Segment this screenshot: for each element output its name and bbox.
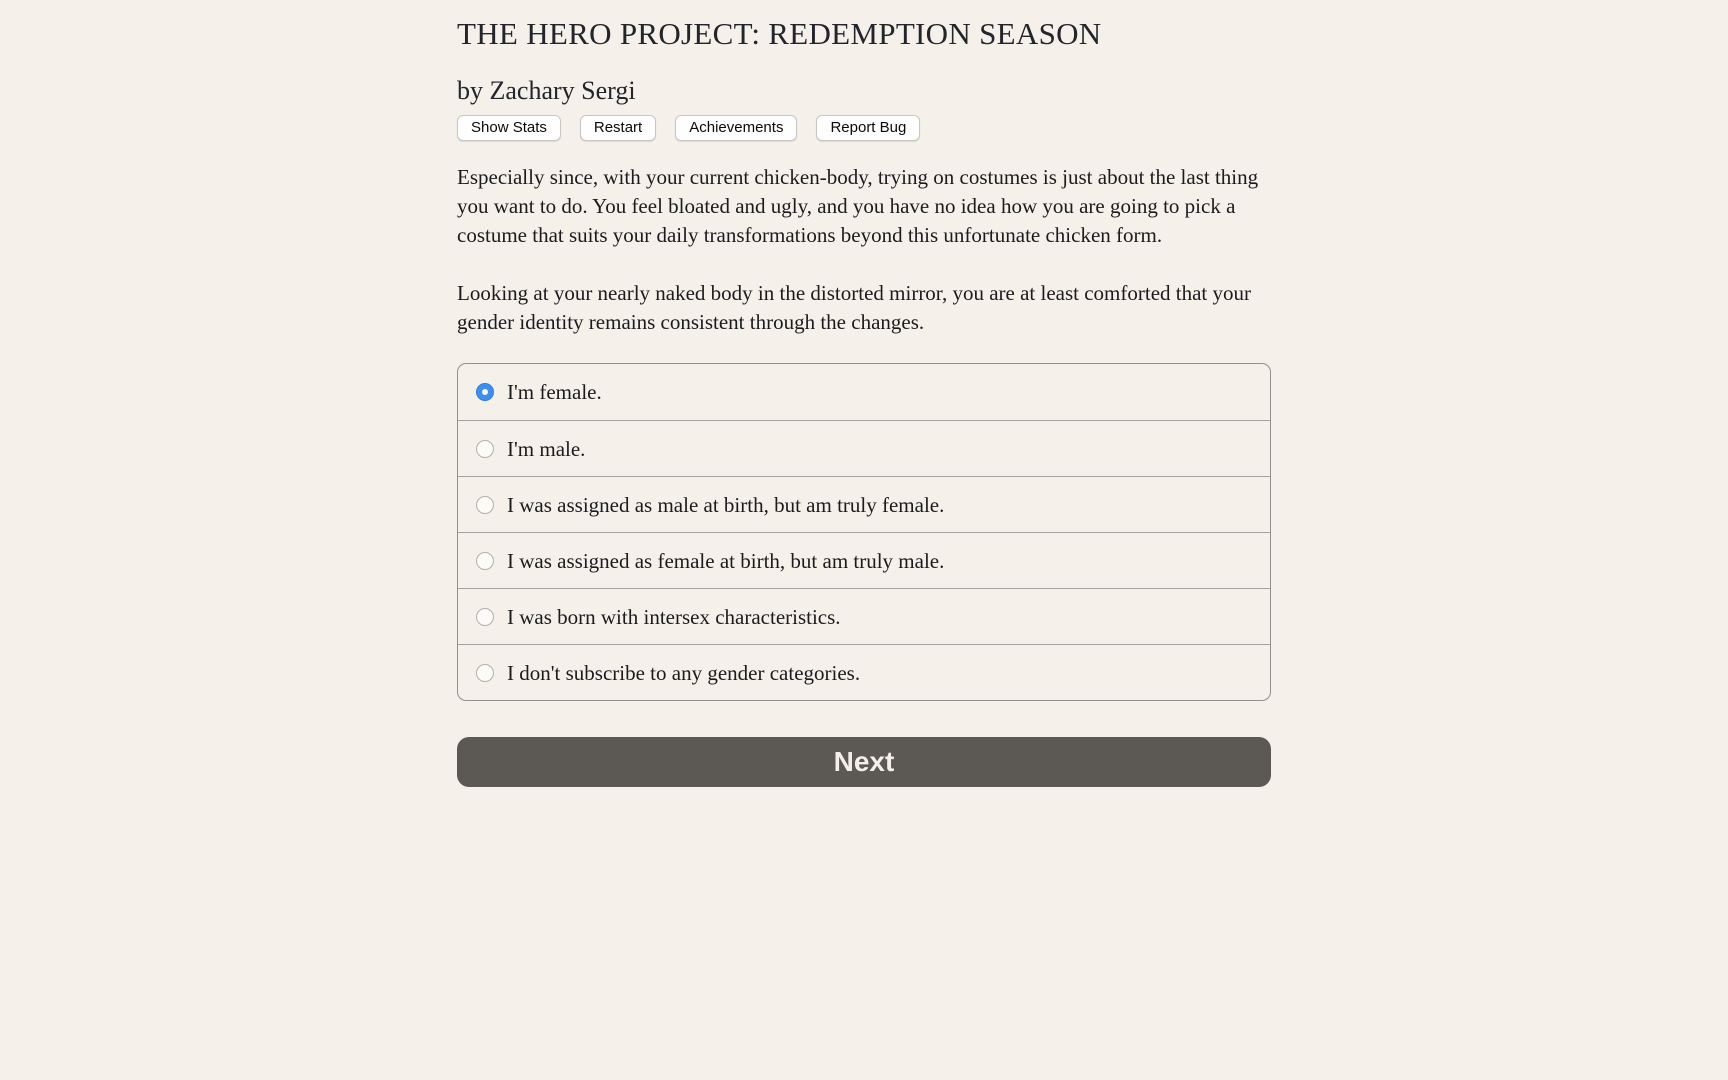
radio-unselected-icon[interactable] — [476, 440, 494, 458]
radio-unselected-icon[interactable] — [476, 552, 494, 570]
toolbar — [457, 115, 1271, 141]
story-paragraph: Looking at your nearly naked body in the distorted mirror, you are at least comforted that your gender identity remains consistent through the changes. — [457, 281, 1252, 334]
radio-unselected-icon[interactable] — [476, 496, 494, 514]
author-byline: by Zachary Sergi — [457, 76, 636, 105]
show-stats-button[interactable]: Show Stats — [457, 115, 561, 141]
choice-label: I'm male. — [507, 436, 586, 461]
choice-label: I was assigned as male at birth, but am truly female. — [507, 492, 945, 517]
choice-option-female[interactable] — [458, 364, 1270, 420]
report-bug-button[interactable]: Report Bug — [816, 115, 920, 141]
next-button[interactable]: Next — [457, 737, 1271, 787]
achievements-button[interactable]: Achievements — [675, 115, 797, 141]
radio-unselected-icon[interactable] — [476, 664, 494, 682]
choice-option-intersex[interactable] — [458, 588, 1270, 644]
choice-label: I'm female. — [507, 380, 602, 404]
radio-selected-icon[interactable] — [476, 383, 494, 401]
choice-option-no-gender[interactable] — [458, 644, 1270, 700]
choice-label: I don't subscribe to any gender categories. — [507, 660, 861, 685]
story-text — [457, 163, 1271, 337]
radio-unselected-icon[interactable] — [476, 608, 494, 626]
choice-option-male[interactable] — [458, 420, 1270, 476]
choice-label: I was born with intersex characteristics. — [507, 604, 841, 629]
choice-label: I was assigned as female at birth, but am truly male. — [507, 548, 945, 573]
choice-list — [457, 363, 1271, 701]
choice-option-trans-female[interactable] — [458, 476, 1270, 532]
choice-option-trans-male[interactable] — [458, 532, 1270, 588]
restart-button[interactable]: Restart — [580, 115, 656, 141]
story-page — [457, 16, 1271, 787]
story-paragraph: Especially since, with your current chicken-body, trying on costumes is just about the last thing you want to do. You feel bloated and ugly, and you have no idea how you are going to pick a costume that suits your daily transformations beyond this unfortunate chicken form. — [457, 165, 1259, 247]
page-title: THE HERO PROJECT: REDEMPTION SEASON — [457, 16, 1102, 51]
